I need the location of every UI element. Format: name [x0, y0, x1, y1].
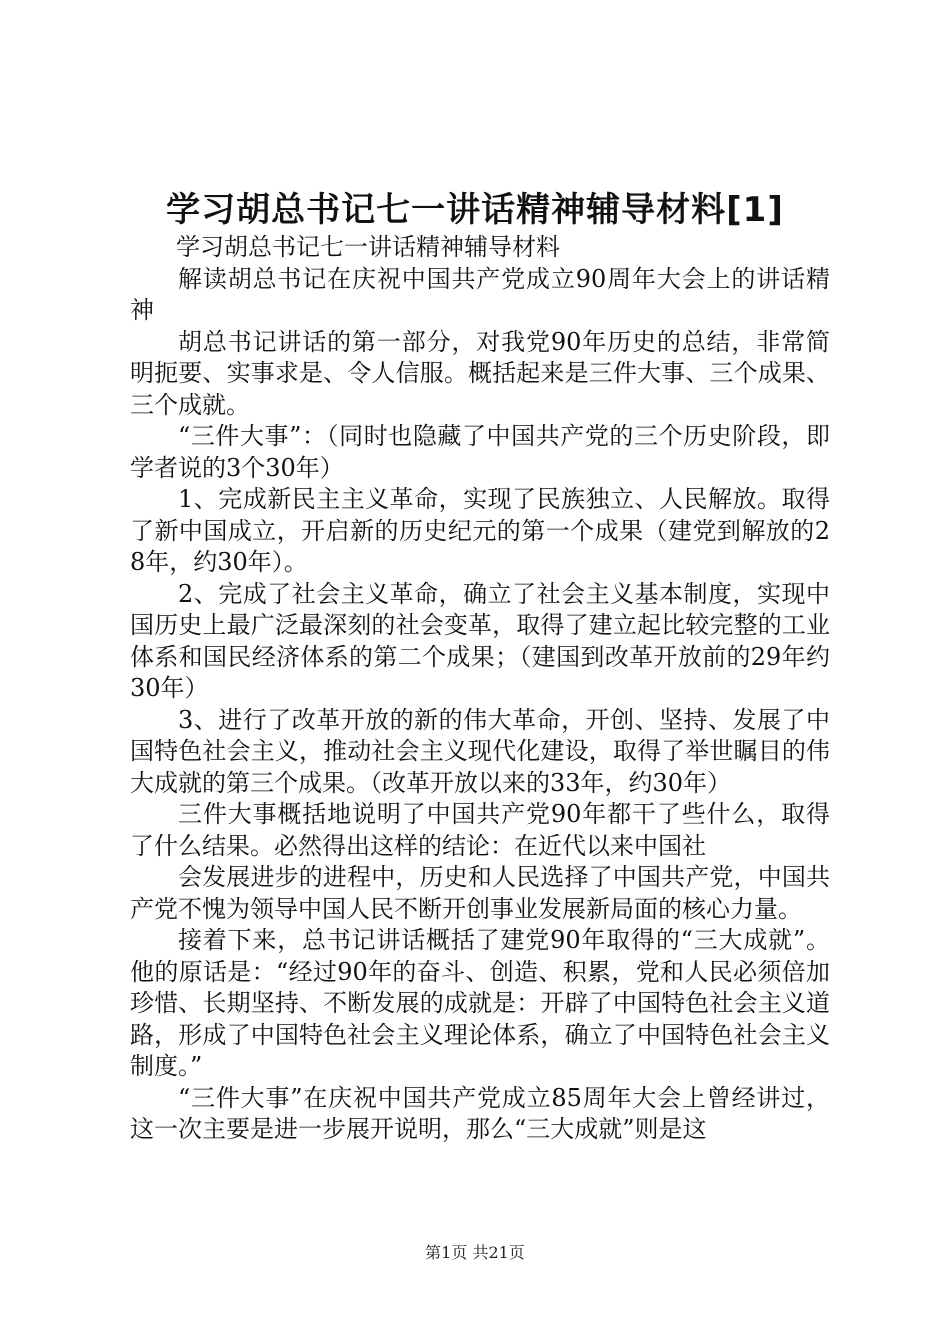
paragraph: 会发展进步的进程中，历史和人民选择了中国共产党，中国共产党不愧为领导中国人民不断开创事业发展新局面的核心力量。: [130, 863, 830, 923]
paragraph: 接着下来，总书记讲话概括了建党90年取得的“三大成就”。他的原话是：“经过90年的奋斗、创造、积累，党和人民必须倍加珍惜、长期坚持、不断发展的成就是：开辟了中国特色社会主义道路，形成了中国特色社会主义理论体系，确立了中国特色社会主义制度。”: [130, 926, 830, 1080]
paragraph: 解读胡总书记在庆祝中国共产党成立90周年大会上的讲话精神: [130, 264, 830, 324]
page-footer: 第1页 共21页: [425, 1243, 525, 1262]
document-title: 学习胡总书记七一讲话精神辅导材料[1]: [166, 190, 784, 230]
paragraph: 2、完成了社会主义革命，确立了社会主义基本制度，实现中国历史上最广泛最深刻的社会变革，取得了建立起比较完整的工业体系和国民经济体系的第二个成果；（建国到改革开放前的29年约30年）: [130, 579, 830, 702]
document-body: [130, 232, 830, 1146]
paragraph: 3、进行了改革开放的新的伟大革命，开创、坚持、发展了中国特色社会主义，推动社会主义现代化建设，取得了举世瞩目的伟大成就的第三个成果。（改革开放以来的33年，约30年）: [130, 705, 830, 797]
paragraph: “三件大事”在庆祝中国共产党成立85周年大会上曾经讲过，这一次主要是进一步展开说明，那么“三大成就”则是这: [130, 1083, 830, 1143]
paragraph: 1、完成新民主主义革命，实现了民族独立、人民解放。取得了新中国成立，开启新的历史纪元的第一个成果（建党到解放的28年，约30年）。: [130, 485, 830, 576]
paragraph: 学习胡总书记七一讲话精神辅导材料: [176, 233, 560, 261]
paragraph: “三件大事”：（同时也隐藏了中国共产党的三个历史阶段，即学者说的3个30年）: [130, 422, 830, 482]
paragraph: 三件大事概括地说明了中国共产党90年都干了些什么，取得了什么结果。必然得出这样的结论：在近代以来中国社: [130, 800, 830, 860]
paragraph: 胡总书记讲话的第一部分，对我党90年历史的总结，非常简明扼要、实事求是、令人信服。概括起来是三件大事、三个成果、三个成就。: [130, 327, 830, 419]
